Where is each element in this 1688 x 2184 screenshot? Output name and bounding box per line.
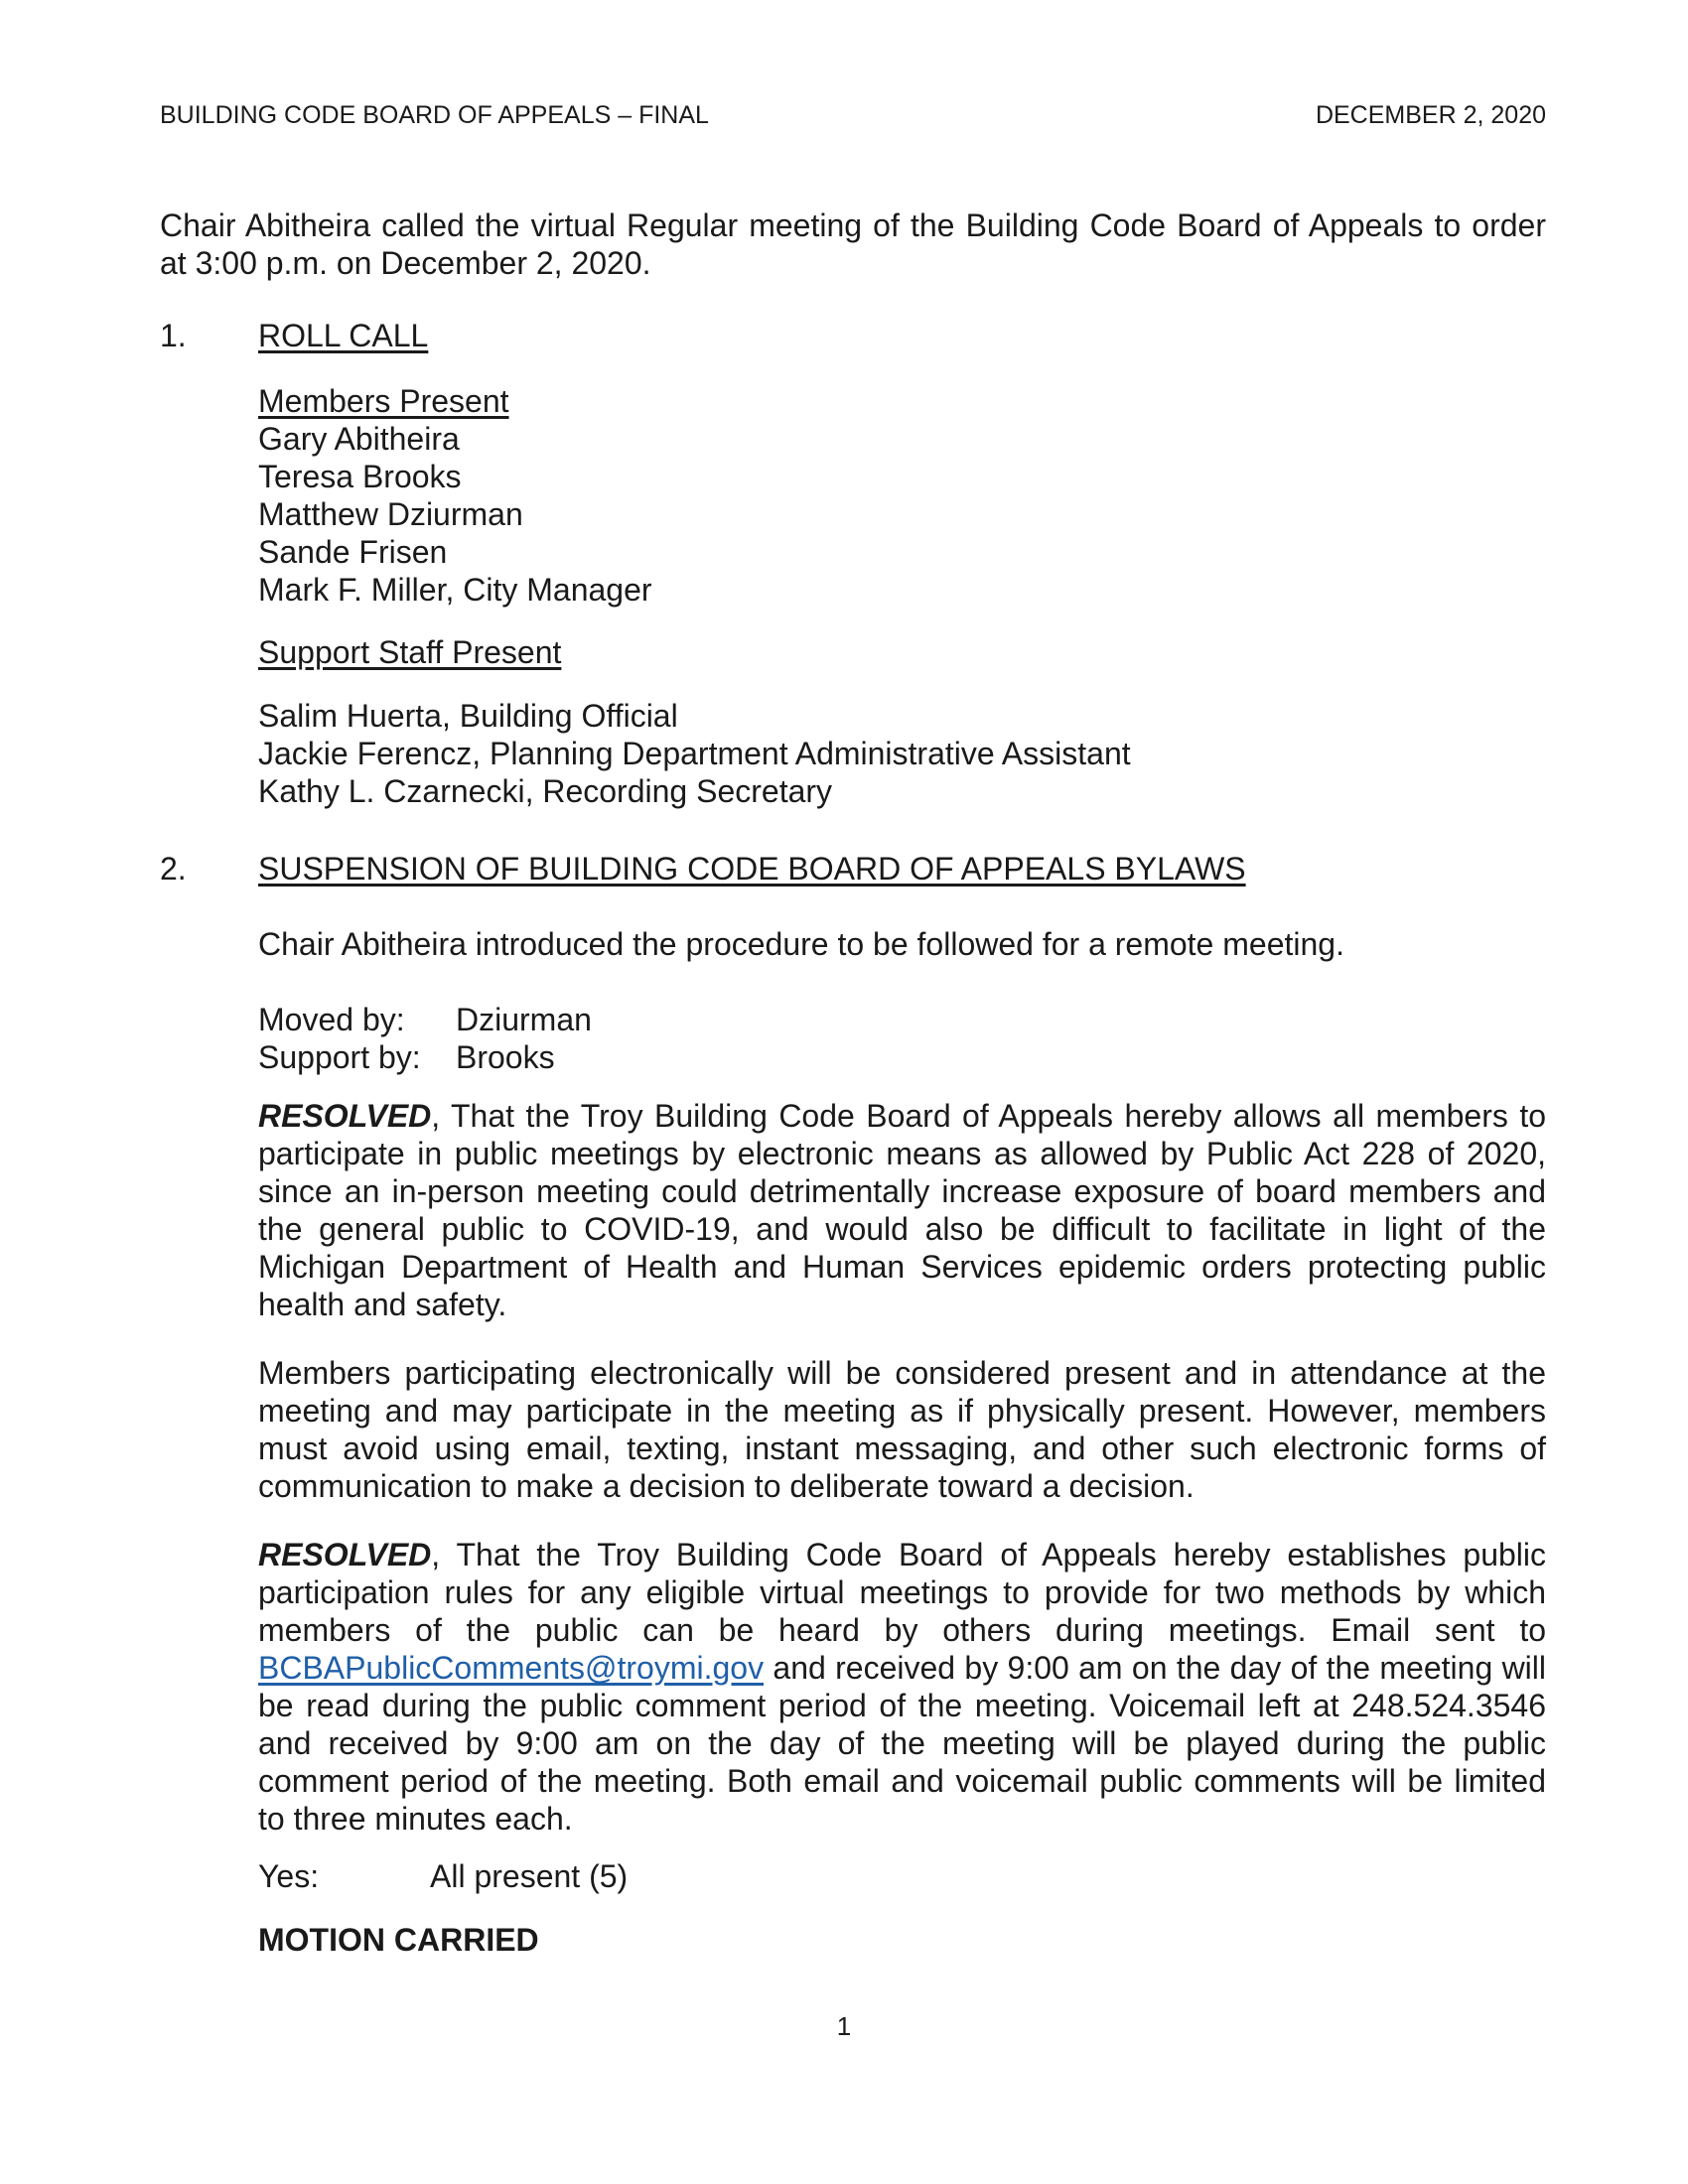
list-item: Gary Abitheira xyxy=(258,421,460,457)
list-item: Kathy L. Czarnecki, Recording Secretary xyxy=(258,773,833,809)
list-item: Jackie Ferencz, Planning Department Administrative Assistant xyxy=(258,736,1131,771)
procedure-intro: Chair Abitheira introduced the procedure to be followed for a remote meeting. xyxy=(258,926,1344,962)
header-date: DECEMBER 2, 2020 xyxy=(1315,101,1546,129)
vote-result xyxy=(258,1857,628,1895)
list-item: Salim Huerta, Building Official xyxy=(258,698,678,734)
yes-label: Yes: xyxy=(258,1858,320,1894)
moved-by-value: Dziurman xyxy=(456,1002,592,1037)
section-2-title: SUSPENSION OF BUILDING CODE BOARD OF APPEALS BYLAWS xyxy=(258,851,1246,887)
list-item: Mark F. Miller, City Manager xyxy=(258,572,652,608)
header-board-title: BUILDING CODE BOARD OF APPEALS – FINAL xyxy=(160,101,709,129)
members-list xyxy=(258,420,652,609)
support-by-label: Support by: xyxy=(258,1039,421,1075)
support-staff-heading: Support Staff Present xyxy=(258,634,562,670)
resolved-paragraph-1 xyxy=(258,1097,1546,1323)
page-number: 1 xyxy=(836,2011,852,2041)
section-1-title: ROLL CALL xyxy=(258,318,429,353)
resolved-keyword: RESOLVED xyxy=(258,1537,432,1572)
public-comments-email-link[interactable]: BCBAPublicComments@troymi.gov xyxy=(258,1650,765,1686)
motion-movers xyxy=(258,1001,592,1076)
list-item: Teresa Brooks xyxy=(258,459,462,494)
list-item: Sande Frisen xyxy=(258,534,448,570)
list-item: Matthew Dziurman xyxy=(258,496,523,532)
resolved-2-text-after: and received by 9:00 am on the day of the meeting will be read during the public comment period of the meeting. Voicemail left at 248.524.3546 and received by 9:00 am on the day of the meeting will be played during the public comment period of the meeting. Both email and voicemail public comments will be limited to three minutes each. xyxy=(258,1650,1546,1837)
members-participation-paragraph: Members participating electronically will be considered present and in attendance at the meeting and may participate in the meeting as if physically present. However, members must avoid using email, texting, instant messaging, and other such electronic forms of communication to make a decision to deliberate toward a decision. xyxy=(258,1355,1546,1504)
resolved-paragraph-2 xyxy=(258,1536,1546,1838)
intro-paragraph: Chair Abitheira called the virtual Regular meeting of the Building Code Board of Appeals to order at 3:00 p.m. on December 2, 2020. xyxy=(160,207,1546,281)
resolved-keyword: RESOLVED xyxy=(258,1098,432,1134)
section-2-number: 2. xyxy=(160,851,187,887)
resolved-2-text-before: , That the Troy Building Code Board of Appeals hereby establishes public participation rules for any eligible virtual meetings to provide for two methods by which members of the public can be heard by others during meetings. Email sent to xyxy=(258,1537,1546,1648)
moved-by-label: Moved by: xyxy=(258,1002,405,1037)
motion-carried: MOTION CARRIED xyxy=(258,1922,539,1958)
yes-value: All present (5) xyxy=(430,1858,629,1894)
staff-list xyxy=(258,697,1131,810)
page-header xyxy=(160,99,1546,131)
section-1-number: 1. xyxy=(160,318,187,353)
support-by-value: Brooks xyxy=(456,1039,555,1075)
resolved-1-text: , That the Troy Building Code Board of Appeals hereby allows all members to participate in public meetings by electronic means as allowed by Public Act 228 of 2020, since an in-person meeting could detrimentally increase exposure of board members and the general public to COVID-19, and would also be difficult to facilitate in light of the Michigan Department of Health and Human Services epidemic orders protecting public health and safety. xyxy=(258,1098,1546,1322)
members-present-heading: Members Present xyxy=(258,383,509,419)
